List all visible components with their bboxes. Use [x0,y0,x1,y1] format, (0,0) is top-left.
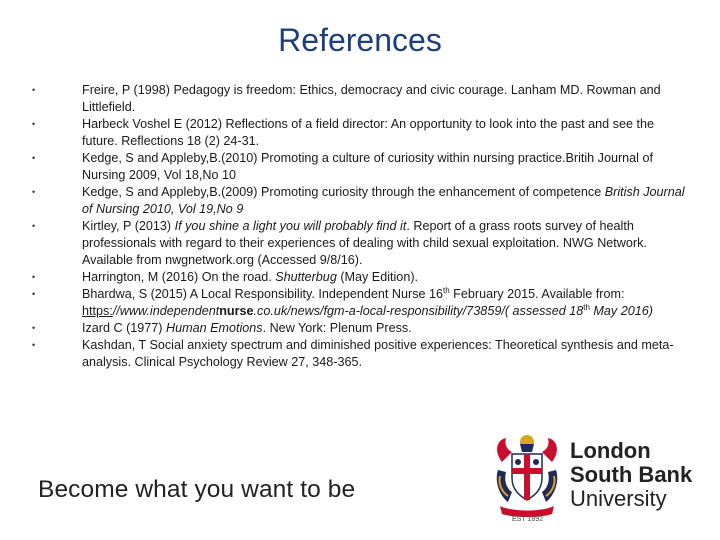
bullet-icon: • [32,153,36,163]
reference-text [82,184,690,218]
reference-text [82,269,690,286]
reference-text [82,218,690,269]
reference-text-segment: th [583,302,590,312]
reference-text-segment: Freire, P (1998) Pedagogy is freedom: Ethics, democracy and civic courage. Lanham MD. Rowman and Littlefield. [82,83,661,114]
reference-item [30,286,690,320]
reference-text [82,320,690,337]
reference-item [30,320,690,337]
reference-item [30,82,690,116]
reference-text-segment: . Report of a grass roots survey of health professionals with regard to their experiences of dealing with child sexual exploitation. NWG Network. Available from nwgnetwork.org (Accessed 9/8/16). [82,219,647,267]
reference-text-segment: Harbeck Voshel E (2012) Reflections of a field director: An opportunity to look into the past and see the future. Reflections 18 (2) 24-31. [82,117,654,148]
logo-established-year: EST 1892 [512,516,544,523]
reference-text-segment: British Journal of Nursing 2010, Vol 19,No 9 [82,185,685,216]
reference-text-segment: Human Emotions [166,321,263,335]
reference-text-segment: (May Edition). [336,270,419,284]
reference-text [82,286,690,320]
reference-text-segment: February 2015. Available from: [449,287,625,301]
reference-text-segment: Kashdan, T Social anxiety spectrum and diminished positive experiences: Theoretical synthesis and meta-analysis. Clinical Psychology Review 27, 348-365. [82,338,674,369]
reference-text-segment: //www.independent [112,304,220,318]
logo-line-london: London [570,438,651,463]
reference-text [82,337,690,371]
reference-item [30,218,690,269]
reference-text [82,82,690,116]
logo-line-university: University [570,486,667,511]
bullet-icon: • [32,187,36,197]
bullet-icon: • [32,340,36,350]
reference-list [30,82,690,371]
reference-text-segment: . New York: Plenum Press. [262,321,412,335]
university-crest-icon [492,432,562,522]
slide-title: References [278,22,442,58]
university-logo-text[interactable] [570,439,692,511]
reference-item [30,116,690,150]
reference-text-segment: Kirtley, P (2013) [82,219,175,233]
reference-text-segment: th [443,285,450,295]
bullet-icon: • [32,289,36,299]
reference-item [30,269,690,286]
reference-item [30,184,690,218]
reference-text-segment: .co.uk/news/fgm-a-local-responsibility/73859/( assessed 18 [253,304,584,318]
reference-text-segment: Kedge, S and Appleby,B.(2009) Promoting curiosity through the enhancement of competence [82,185,605,199]
reference-item [30,150,690,184]
reference-text-segment: If you shine a light you will probably find it [174,219,407,233]
bullet-icon: • [32,221,36,231]
reference-text-segment: May 2016) [589,304,653,318]
bullet-icon: • [32,272,36,282]
reference-text-segment: Izard C (1977) [82,321,166,335]
reference-text-segment: Harrington, M (2016) On the road. [82,270,276,284]
reference-text [82,116,690,150]
tagline: Become what you want to be [38,476,356,503]
reference-text-segment: Bhardwa, S (2015) A Local Responsibility. Independent Nurse 16 [82,287,444,301]
bullet-icon: • [32,119,36,129]
reference-item [30,337,690,371]
reference-text [82,150,690,184]
reference-text-segment: https: [82,304,113,318]
reference-text-segment: Shutterbug [275,270,337,284]
bullet-icon: • [32,323,36,333]
reference-text-segment: nurse [219,304,254,318]
bullet-icon: • [32,85,36,95]
logo-line-south-bank: South Bank [570,462,693,487]
reference-text-segment: Kedge, S and Appleby,B.(2010) Promoting a culture of curiosity within nursing practice.Britih Journal of Nursing 2009, Vol 18,No 10 [82,151,653,182]
